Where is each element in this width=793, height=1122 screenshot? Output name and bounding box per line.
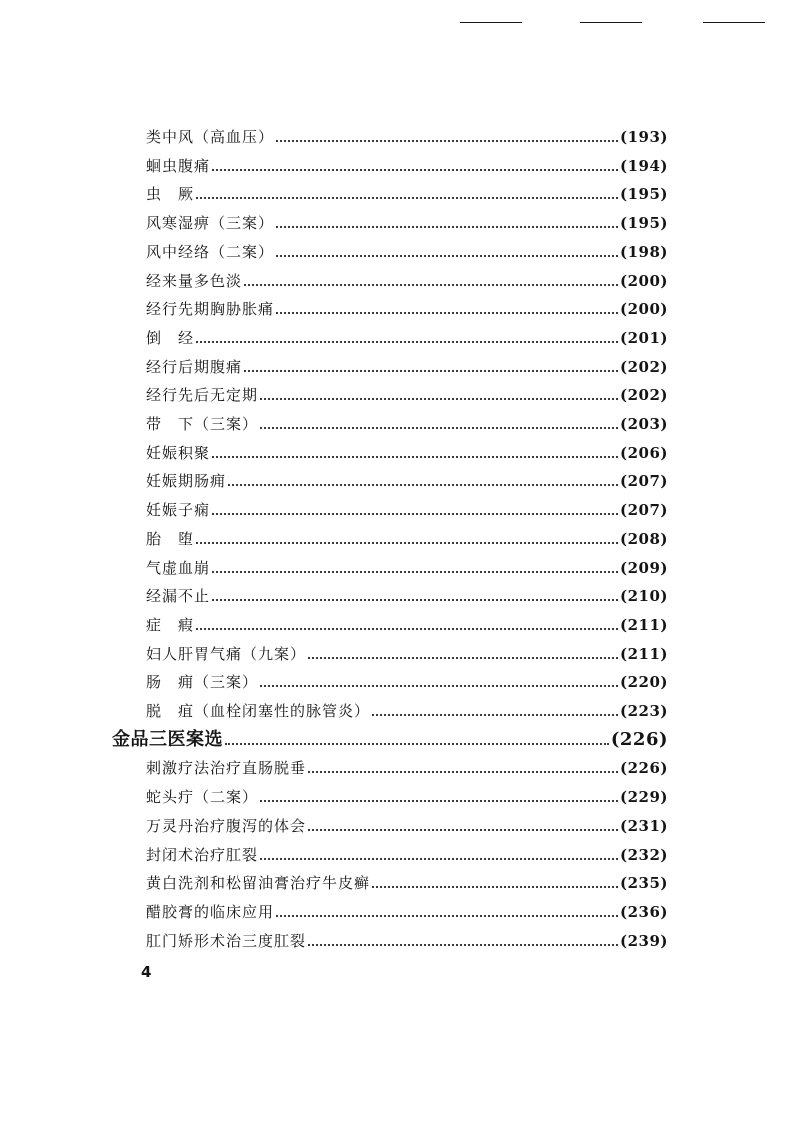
entry-page-number: (211) xyxy=(619,616,668,634)
entry-title: 经行后期腹痛 xyxy=(146,358,243,376)
entry-page-number: (226) xyxy=(619,759,668,777)
entry-page-number: (211) xyxy=(619,645,668,663)
toc-entry xyxy=(146,385,668,405)
dot-leader xyxy=(212,453,618,458)
entry-page-number: (207) xyxy=(619,501,668,519)
entry-title: 经来量多色淡 xyxy=(146,272,243,290)
entry-page-number: (236) xyxy=(619,903,668,921)
entry-page-number: (232) xyxy=(619,846,668,864)
toc-entry xyxy=(146,414,668,434)
toc-entry xyxy=(146,471,668,491)
entry-page-number: (229) xyxy=(619,788,668,806)
toc-entry xyxy=(146,615,668,635)
toc-entry xyxy=(146,271,668,291)
dot-leader xyxy=(372,711,618,716)
top-rule-middle xyxy=(580,22,642,23)
entry-title: 经行先期胸胁胀痛 xyxy=(146,300,275,318)
toc-entry xyxy=(146,672,668,692)
entry-page-number: (198) xyxy=(619,243,668,261)
entry-title: 脱 疽（血栓闭塞性的脉管炎） xyxy=(146,702,371,720)
top-rule-left xyxy=(460,22,522,23)
entry-title: 气虚血崩 xyxy=(146,559,211,577)
toc-entry xyxy=(146,213,668,233)
entry-page-number: (207) xyxy=(619,472,668,490)
entry-page-number: (206) xyxy=(619,444,668,462)
dot-leader xyxy=(276,137,618,142)
dot-leader xyxy=(196,539,618,544)
toc-entry xyxy=(146,931,668,951)
dot-leader xyxy=(372,883,618,888)
toc-entry xyxy=(146,299,668,319)
toc-entry xyxy=(146,184,668,204)
dot-leader xyxy=(308,826,618,831)
dot-leader xyxy=(260,855,618,860)
entry-title: 胎 堕 xyxy=(146,530,195,548)
entry-page-number: (203) xyxy=(619,415,668,433)
entry-page-number: (193) xyxy=(619,128,668,146)
dot-leader xyxy=(212,166,618,171)
page-number: 4 xyxy=(141,963,152,981)
toc-entry xyxy=(146,156,668,176)
entry-title: 醋胶膏的临床应用 xyxy=(146,903,275,921)
toc-entry xyxy=(146,787,668,807)
dot-leader xyxy=(308,654,618,659)
toc-entry xyxy=(146,586,668,606)
entry-title: 蛔虫腹痛 xyxy=(146,157,211,175)
entry-title: 风寒湿痹（三案） xyxy=(146,214,275,232)
entry-page-number: (201) xyxy=(619,329,668,347)
entry-title: 虫 厥 xyxy=(146,185,195,203)
toc-entry xyxy=(146,328,668,348)
dot-leader xyxy=(212,596,618,601)
toc-entry xyxy=(146,242,668,262)
dot-leader xyxy=(260,682,618,687)
entry-title: 肠 痈（三案） xyxy=(146,673,259,691)
entry-title: 风中经络（二案） xyxy=(146,243,275,261)
entry-title: 经漏不止 xyxy=(146,587,211,605)
entry-page-number: (195) xyxy=(619,185,668,203)
dot-leader xyxy=(212,510,618,515)
toc-entry xyxy=(146,500,668,520)
entry-title: 经行先后无定期 xyxy=(146,386,259,404)
entry-page-number: (226) xyxy=(610,729,668,750)
dot-leader xyxy=(196,194,618,199)
entry-title: 金品三医案选 xyxy=(112,729,223,750)
dot-leader xyxy=(308,941,618,946)
toc-entry xyxy=(146,845,668,865)
dot-leader xyxy=(225,740,609,745)
toc-entry xyxy=(146,816,668,836)
dot-leader xyxy=(244,281,618,286)
dot-leader xyxy=(212,568,618,573)
dot-leader xyxy=(260,797,618,802)
dot-leader xyxy=(276,252,618,257)
entry-title: 倒 经 xyxy=(146,329,195,347)
dot-leader xyxy=(276,912,618,917)
dot-leader xyxy=(276,223,618,228)
entry-page-number: (202) xyxy=(619,386,668,404)
dot-leader xyxy=(244,367,618,372)
entry-title: 带 下（三案） xyxy=(146,415,259,433)
entry-page-number: (200) xyxy=(619,272,668,290)
entry-page-number: (194) xyxy=(619,157,668,175)
toc-entry xyxy=(146,902,668,922)
entry-page-number: (209) xyxy=(619,559,668,577)
entry-page-number: (195) xyxy=(619,214,668,232)
toc-entry xyxy=(146,357,668,377)
top-rule-right xyxy=(703,22,765,23)
entry-title: 妇人肝胃气痛（九案） xyxy=(146,645,307,663)
dot-leader xyxy=(228,481,618,486)
entry-title: 万灵丹治疗腹泻的体会 xyxy=(146,817,307,835)
dot-leader xyxy=(196,338,618,343)
entry-title: 封闭术治疗肛裂 xyxy=(146,846,259,864)
entry-title: 黄白洗剂和松留油膏治疗牛皮癣 xyxy=(146,874,371,892)
entry-page-number: (202) xyxy=(619,358,668,376)
toc-entry xyxy=(146,443,668,463)
dot-leader xyxy=(196,625,618,630)
entry-title: 类中风（高血压） xyxy=(146,128,275,146)
entry-title: 妊娠期肠痈 xyxy=(146,472,227,490)
toc-entry xyxy=(146,644,668,664)
dot-leader xyxy=(276,309,618,314)
toc-entry xyxy=(146,529,668,549)
toc-entry xyxy=(146,701,668,721)
dot-leader xyxy=(308,768,618,773)
entry-page-number: (210) xyxy=(619,587,668,605)
toc-entry xyxy=(146,558,668,578)
entry-page-number: (220) xyxy=(619,673,668,691)
entry-page-number: (239) xyxy=(619,932,668,950)
dot-leader xyxy=(260,395,618,400)
entry-page-number: (223) xyxy=(619,702,668,720)
entry-title: 刺激疗法治疗直肠脱垂 xyxy=(146,759,307,777)
entry-page-number: (235) xyxy=(619,874,668,892)
entry-title: 蛇头疔（二案） xyxy=(146,788,259,806)
toc-entry xyxy=(146,758,668,778)
entry-page-number: (208) xyxy=(619,530,668,548)
entry-title: 肛门矫形术治三度肛裂 xyxy=(146,932,307,950)
entry-page-number: (231) xyxy=(619,817,668,835)
entry-title: 症 瘕 xyxy=(146,616,195,634)
section-heading xyxy=(112,730,668,750)
dot-leader xyxy=(260,424,618,429)
entry-title: 妊娠子痫 xyxy=(146,501,211,519)
toc-entry xyxy=(146,127,668,147)
entry-page-number: (200) xyxy=(619,300,668,318)
toc-entry xyxy=(146,873,668,893)
entry-title: 妊娠积聚 xyxy=(146,444,211,462)
